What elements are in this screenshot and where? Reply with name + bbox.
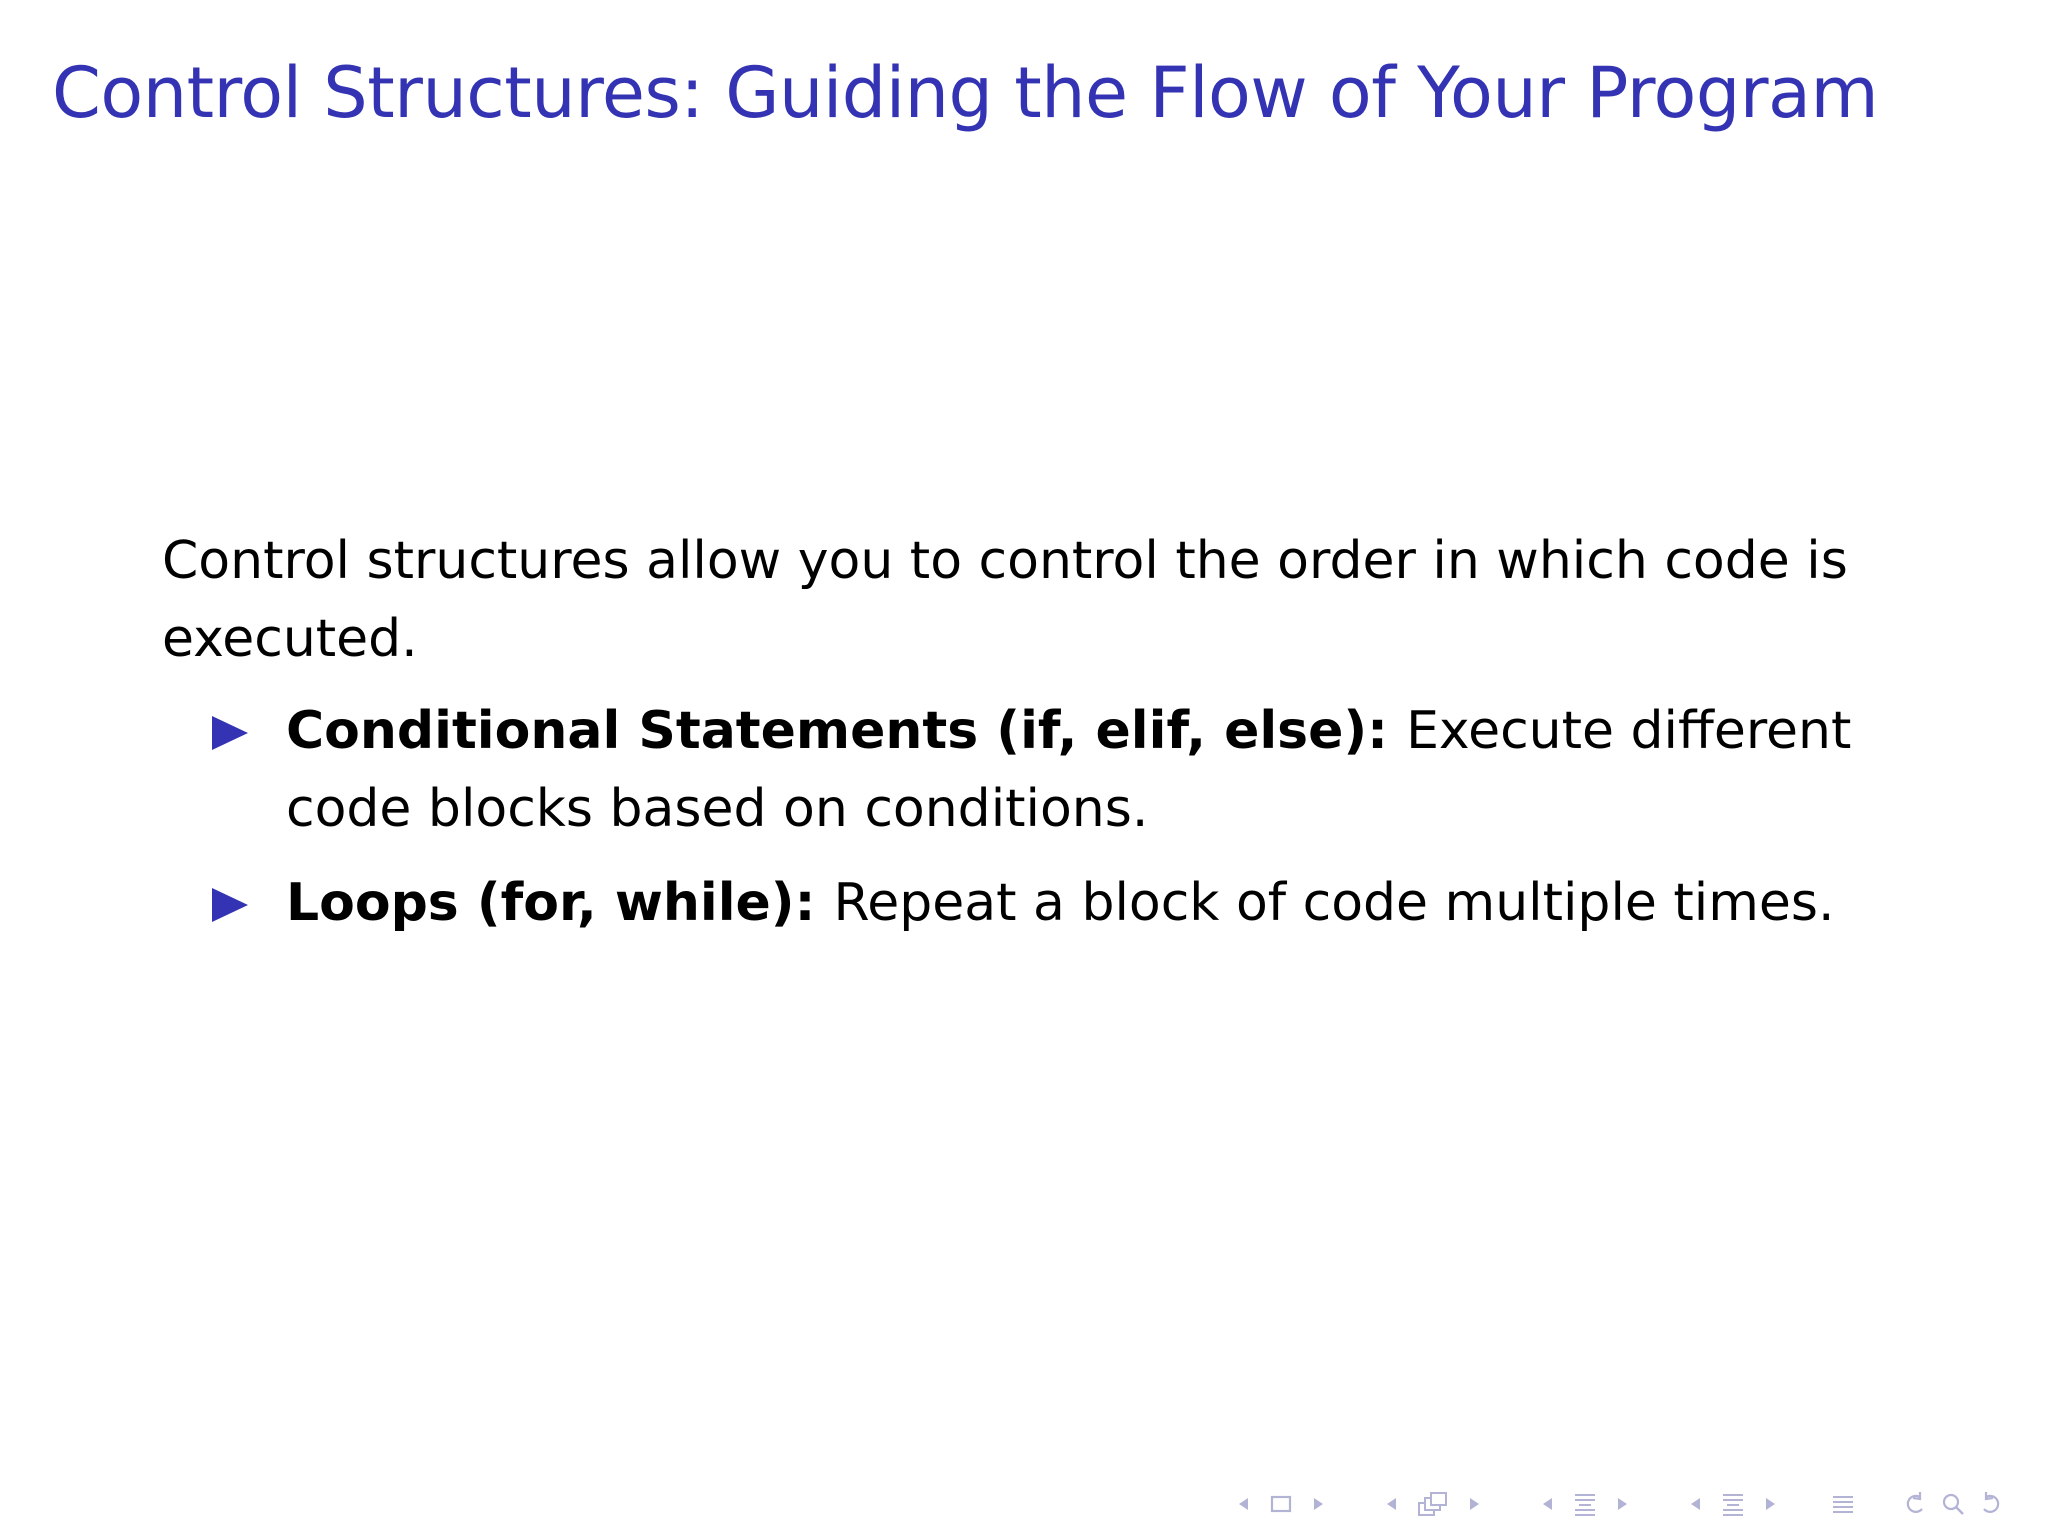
arrow-right-icon[interactable] [1306, 1489, 1332, 1519]
nav-group-appendix [1824, 1489, 1862, 1519]
slide-content [162, 522, 1882, 958]
bullet-list [162, 692, 1882, 942]
arrow-right-icon[interactable] [1610, 1489, 1636, 1519]
nav-group-presentation [1676, 1489, 1790, 1519]
nav-group-search [1896, 1489, 2010, 1519]
arrow-left-icon[interactable] [1378, 1489, 1404, 1519]
appendix-icon[interactable] [1830, 1489, 1856, 1519]
frame-icon[interactable] [1268, 1489, 1294, 1519]
bullet-term: Loops (for, while): [286, 873, 834, 933]
arrow-left-icon[interactable] [1534, 1489, 1560, 1519]
bullet-item-conditionals [162, 692, 1882, 848]
subsection-icon[interactable] [1416, 1489, 1450, 1519]
search-back-icon[interactable] [1902, 1489, 1928, 1519]
bullet-description: Execute different code blocks based on conditions. [286, 701, 1852, 839]
search-forward-icon[interactable] [1978, 1489, 2004, 1519]
nav-group-section [1528, 1489, 1642, 1519]
bullet-description: Repeat a block of code multiple times. [833, 873, 1835, 933]
section-icon[interactable] [1572, 1489, 1598, 1519]
nav-group-frame [1224, 1489, 1338, 1519]
arrow-right-icon[interactable] [1462, 1489, 1488, 1519]
arrow-left-icon[interactable] [1682, 1489, 1708, 1519]
arrow-left-icon[interactable] [1230, 1489, 1256, 1519]
arrow-right-icon[interactable] [1758, 1489, 1784, 1519]
search-icon[interactable] [1940, 1489, 1966, 1519]
bullet-term: Conditional Statements (if, elif, else): [286, 701, 1407, 761]
bullet-item-loops [162, 864, 1882, 942]
slide-title: Control Structures: Guiding the Flow of Your Program [52, 52, 1879, 134]
navigation-bar [1190, 1484, 2010, 1524]
section-icon[interactable] [1720, 1489, 1746, 1519]
intro-text: Control structures allow you to control the order in which code is executed. [162, 531, 1848, 669]
triangle-bullet-icon [212, 888, 248, 922]
triangle-bullet-icon [212, 716, 248, 750]
nav-group-subsection [1372, 1489, 1494, 1519]
